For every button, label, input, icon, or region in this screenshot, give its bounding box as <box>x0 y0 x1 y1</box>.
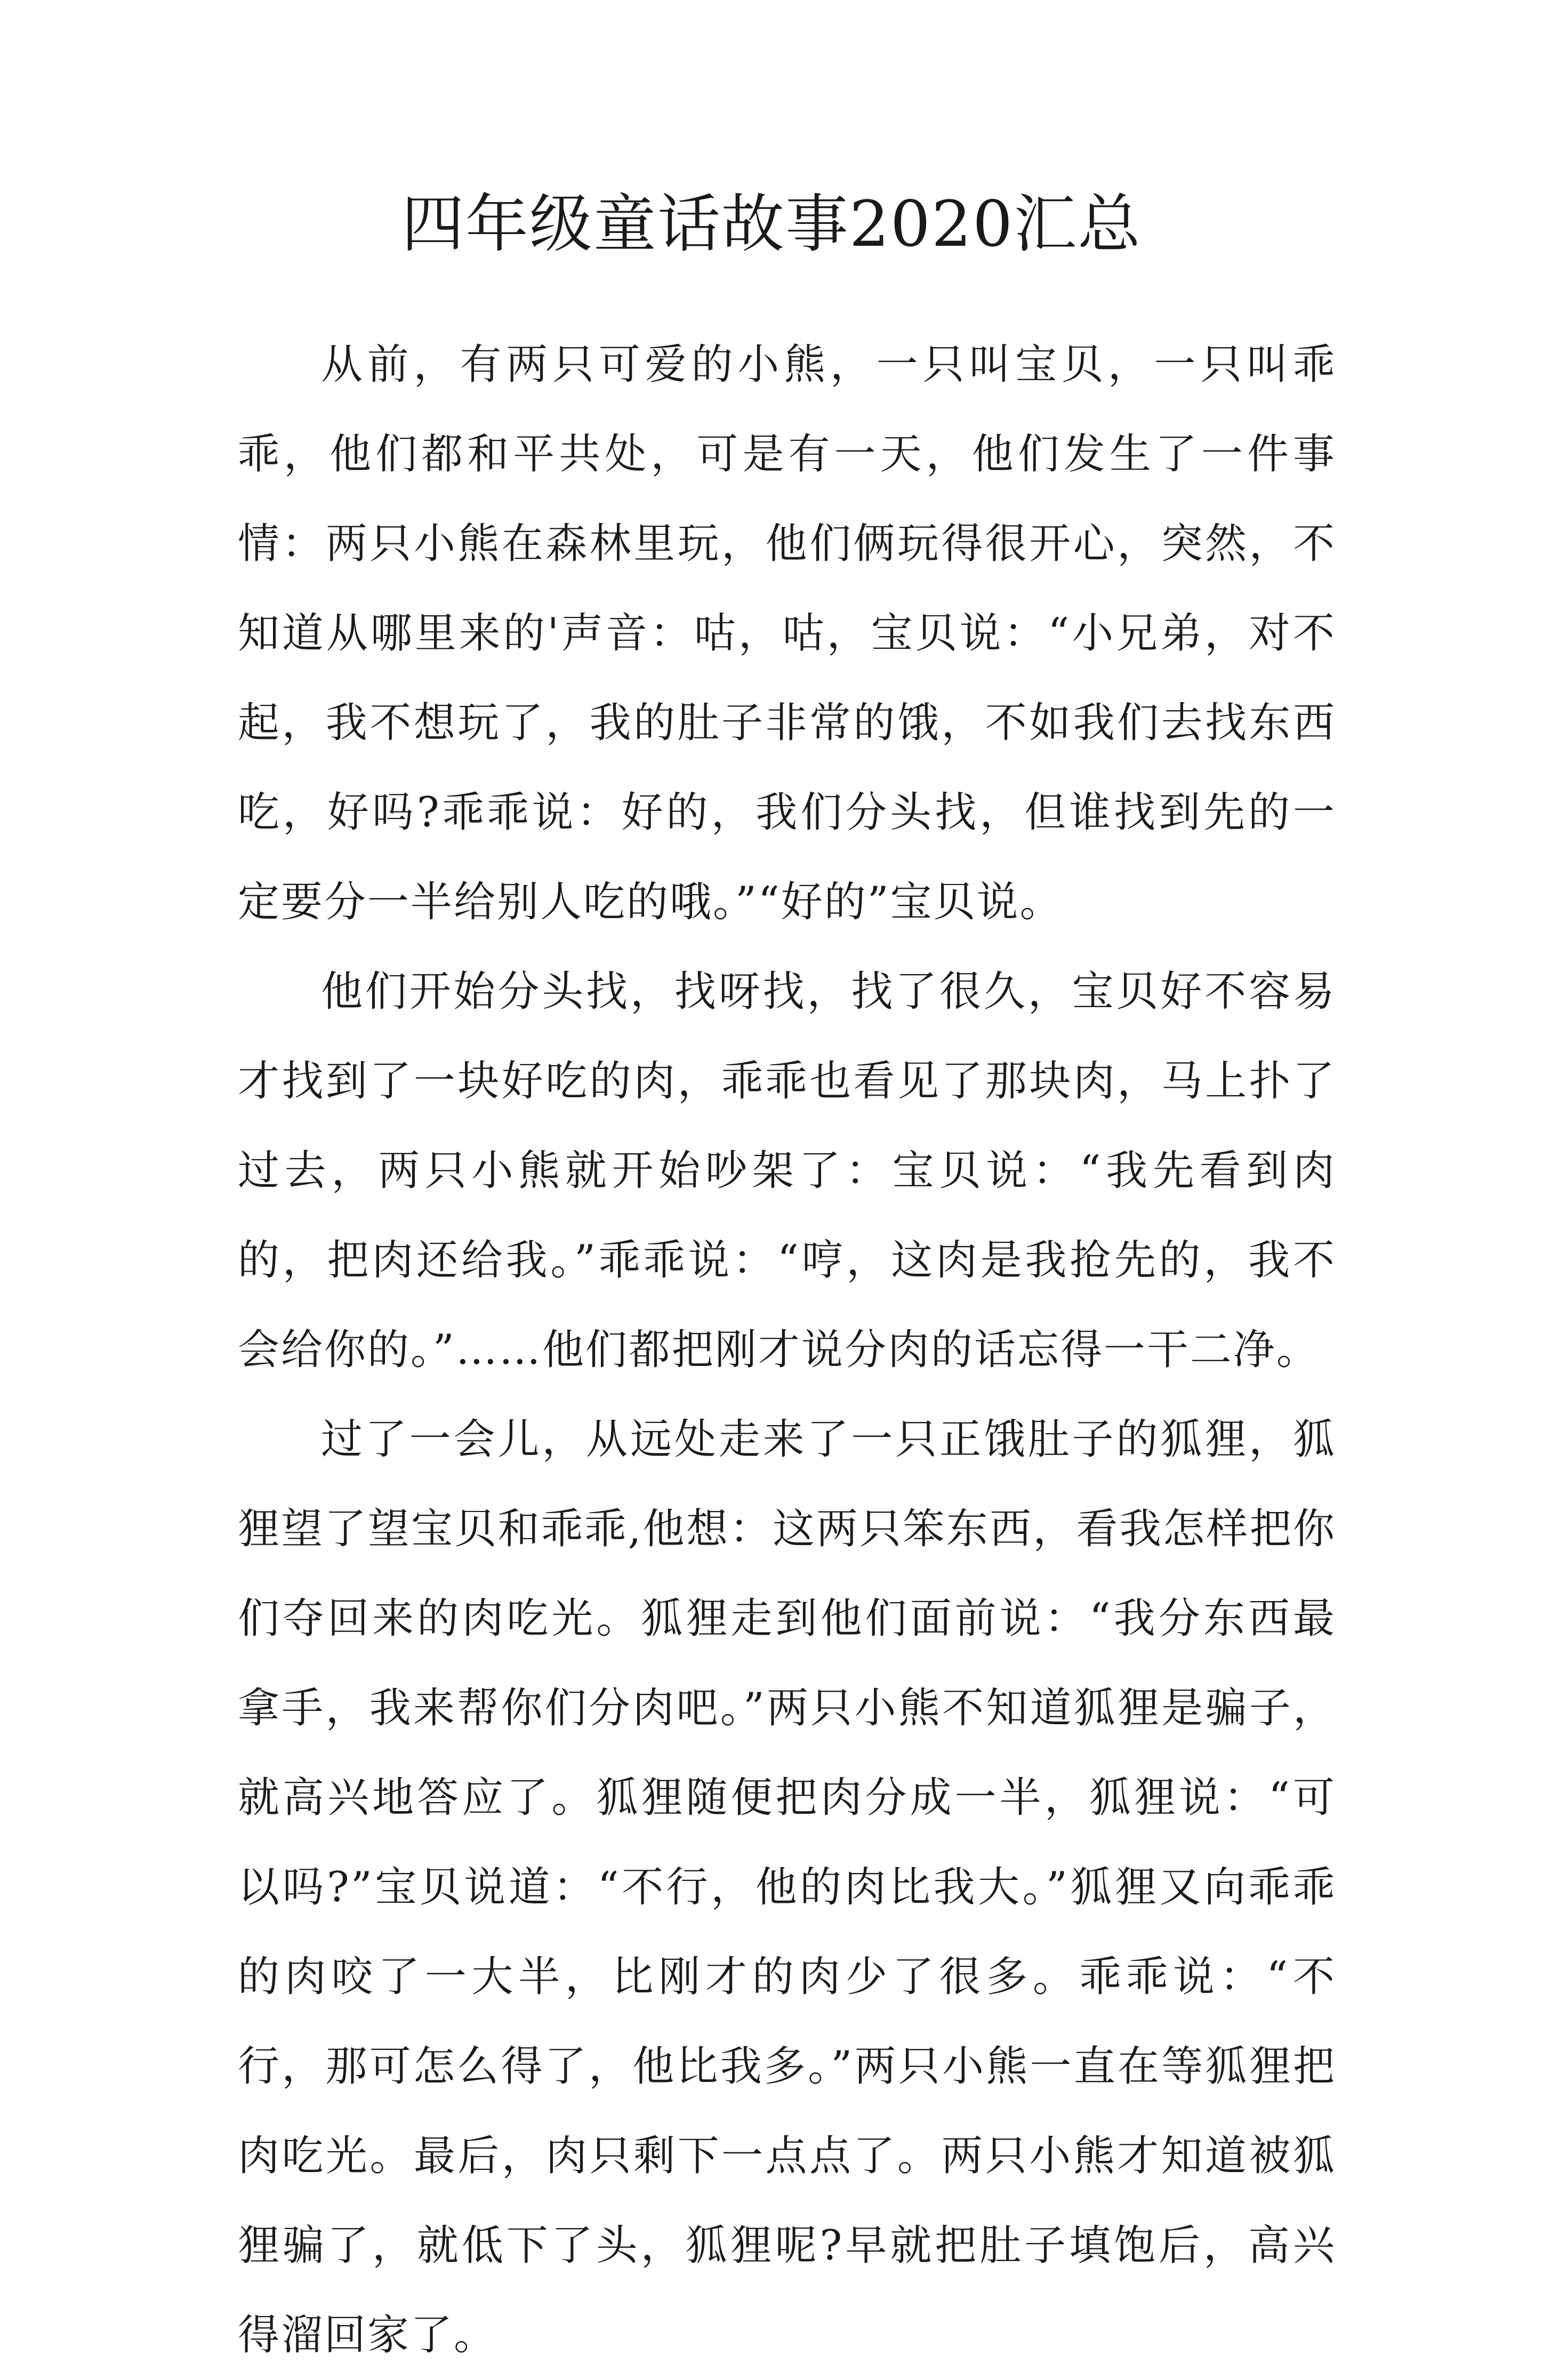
document-body <box>238 320 1336 2380</box>
paragraph-1: 从前，有两只可爱的小熊，一只叫宝贝，一只叫乖乖，他们都和平共处，可是有一天，他们发生了一件事情：两只小熊在森林里玩，他们俩玩得很开心，突然，不知道从哪里来的'声音：咕，咕，宝贝说：“小兄弟，对不起，我不想玩了，我的肚子非常的饿，不如我们去找东西吃，好吗?乖乖说：好的，我们分头找，但谁找到先的一定要分一半给别人吃的哦。”“好的”宝贝说。 <box>238 341 1336 926</box>
paragraph-3: 过了一会儿，从远处走来了一只正饿肚子的狐狸，狐狸望了望宝贝和乖乖,他想：这两只笨东西，看我怎样把你们夺回来的肉吃光。狐狸走到他们面前说：“我分东西最拿手，我来帮你们分肉吧。”两只小熊不知道狐狸是骗子，就高兴地答应了。狐狸随便把肉分成一半，狐狸说：“可以吗?”宝贝说道：“不行，他的肉比我大。”狐狸又向乖乖的肉咬了一大半，比刚才的肉少了很多。乖乖说：“不行，那可怎么得了，他比我多。”两只小熊一直在等狐狸把肉吃光。最后，肉只剩下一点点了。两只小熊才知道被狐狸骗了，就低下了头，狐狸呢?早就把肚子填饱后，高兴得溜回家了。 <box>238 1416 1336 2359</box>
document-title: 四年级童话故事2020汇总 <box>401 187 1142 261</box>
paragraph-2: 他们开始分头找，找呀找，找了很久，宝贝好不容易才找到了一块好吃的肉，乖乖也看见了那块肉，马上扑了过去，两只小熊就开始吵架了：宝贝说：“我先看到肉的，把肉还给我。”乖乖说：“哼，这肉是我抢先的，我不会给你的。”……他们都把刚才说分肉的话忘得一干二净。 <box>238 968 1336 1374</box>
